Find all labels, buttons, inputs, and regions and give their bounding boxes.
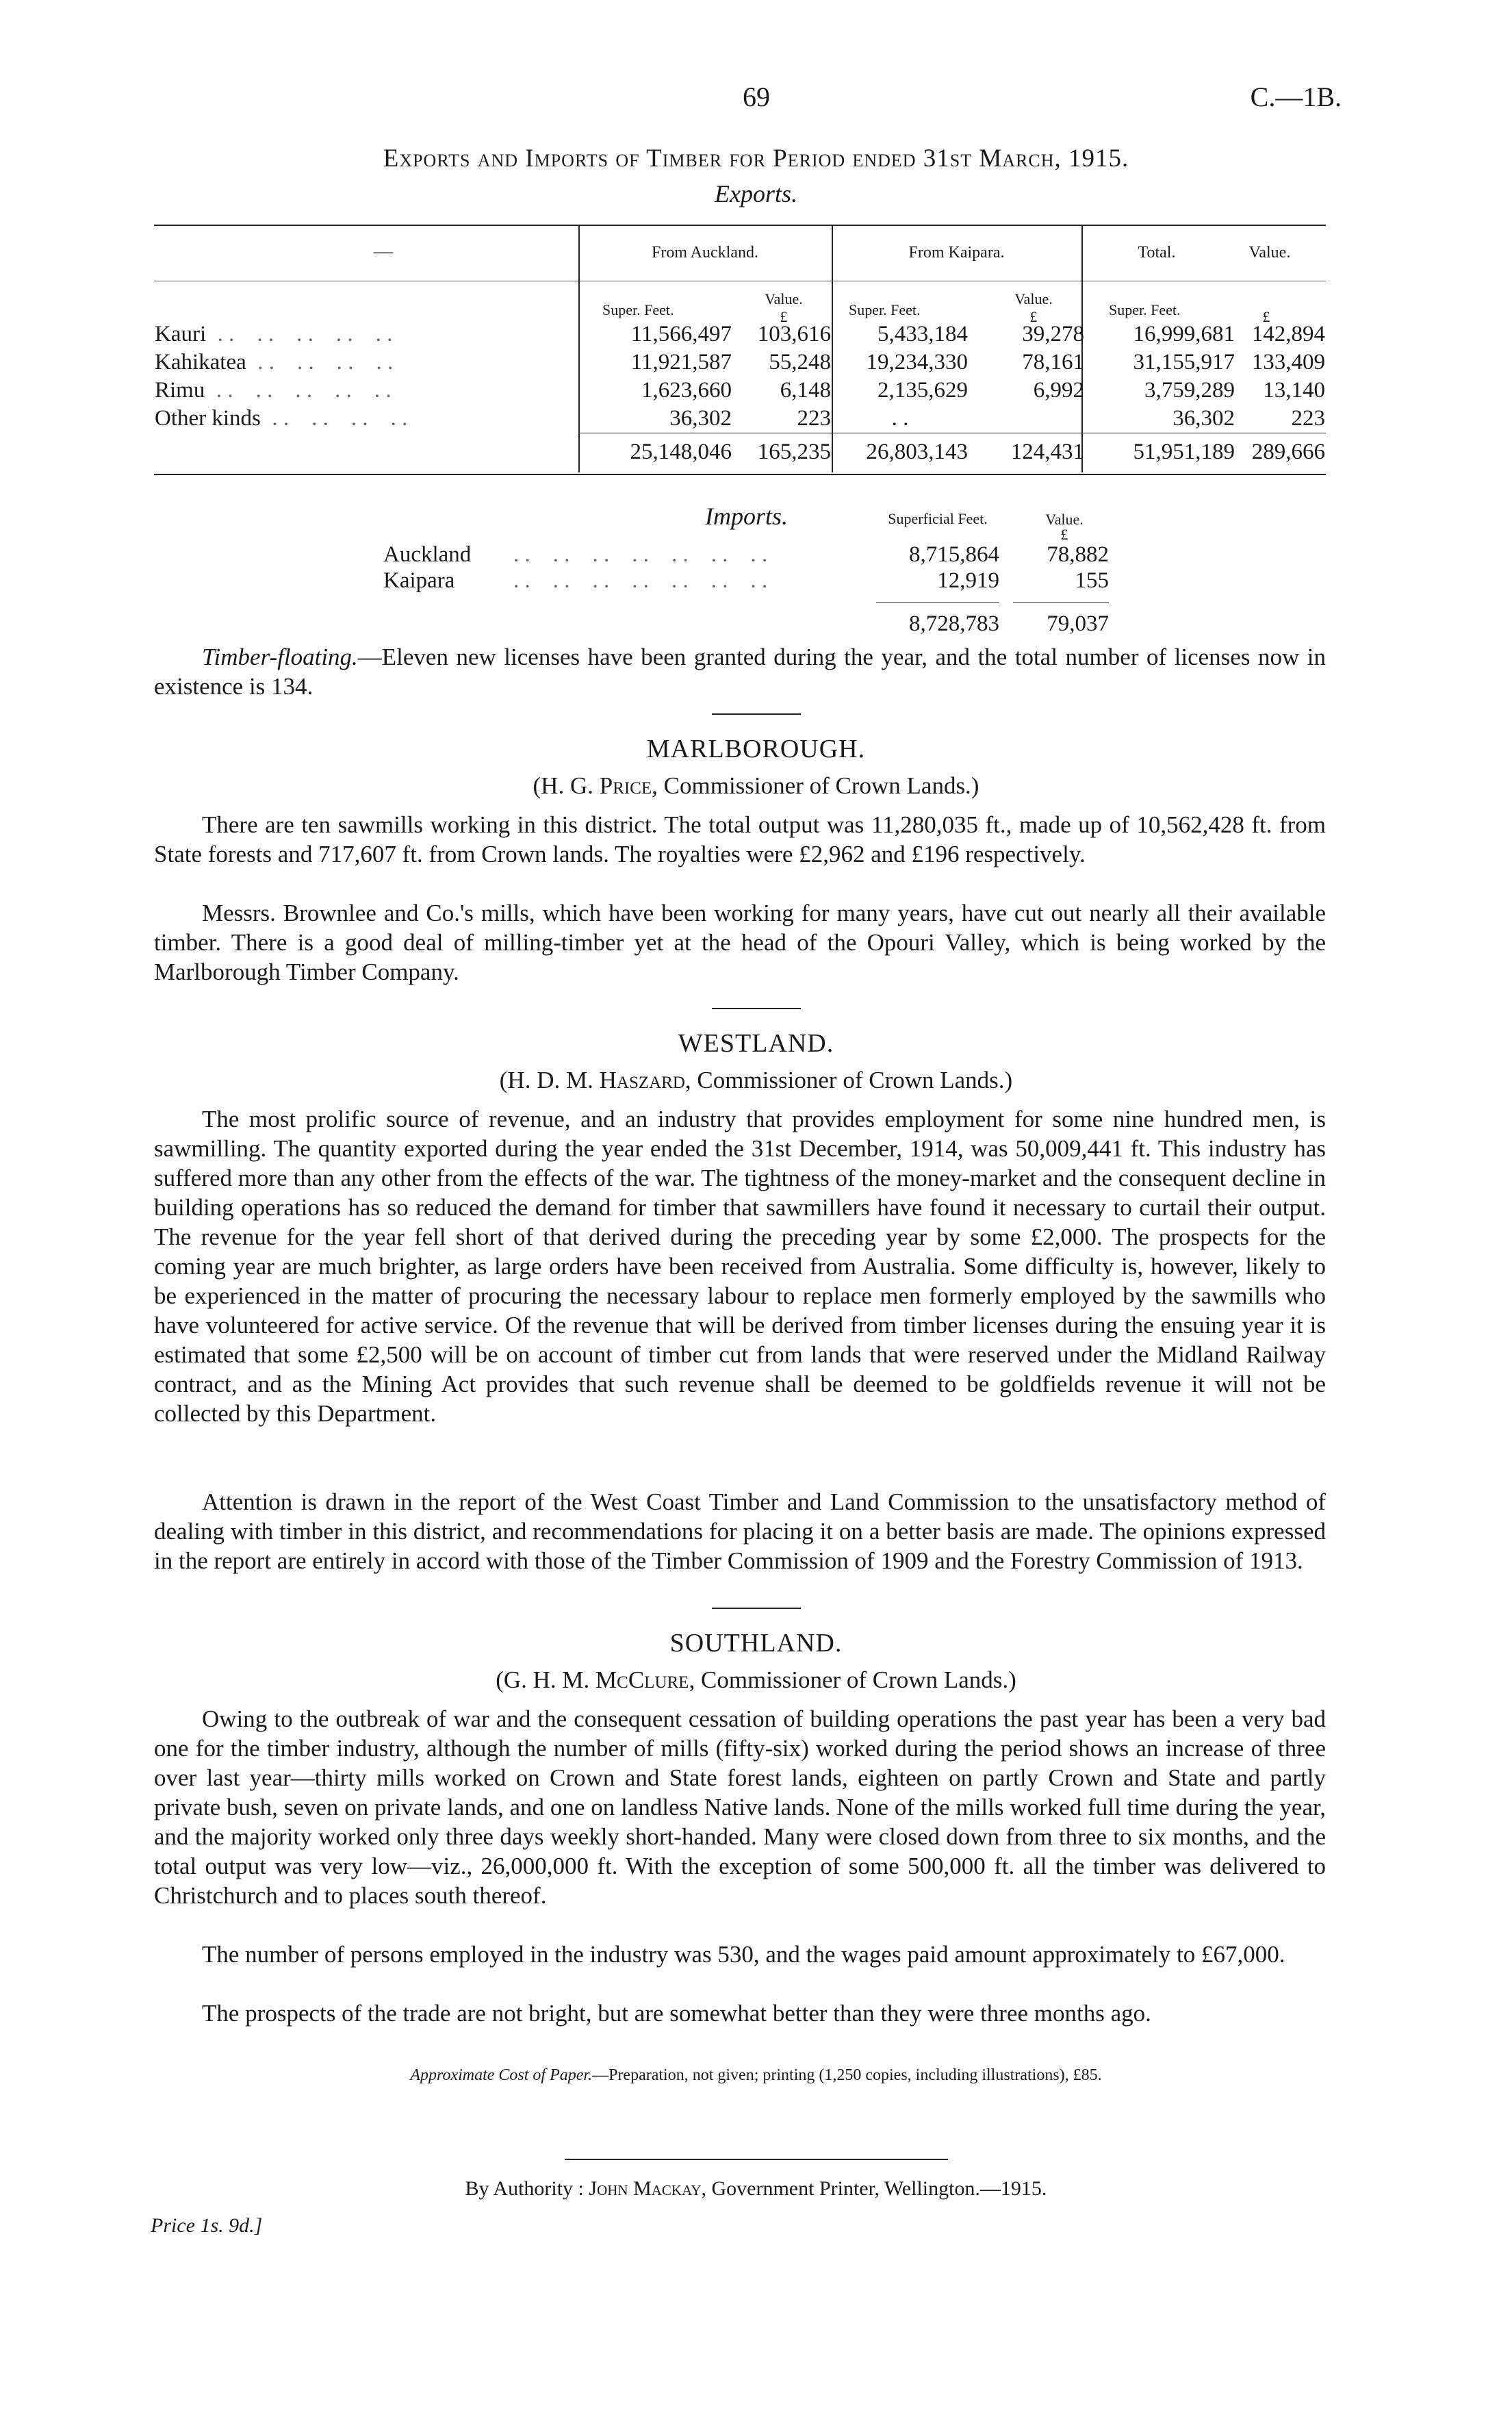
westland-heading: WESTLAND.: [678, 1029, 834, 1058]
table-row: Rimu . . . . . . . . . . 1,623,660 6,148 2,135,629 6,992 3,759,289 13,140: [155, 378, 1325, 403]
column-from-kaipara: From Kaipara.: [908, 244, 1005, 262]
imports-subtitle: Imports.: [705, 503, 789, 530]
exports-rows: [154, 320, 1326, 433]
subcolumn-kai-value: Value. £: [1014, 290, 1053, 325]
price-label: Price 1s. 9d.]: [151, 2214, 263, 2237]
exports-subtitle: Exports.: [715, 180, 797, 207]
table-row: Kauri . . . . . . . . . . 11,566,497 103,616 5,433,184 39,278 16,999,681 142,894: [155, 322, 1325, 346]
marlborough-heading: MARLBOROUGH.: [646, 735, 866, 763]
imports-total-row: 8,728,783 79,037: [909, 611, 1109, 636]
page-title: Exports and Imports of Timber for Period ended 31st March, 1915.: [383, 144, 1129, 173]
table-row: Auckland . . . . . . . . . . . . . . 8,715,864 78,882: [383, 542, 1109, 567]
subcolumn-total-feet: Super. Feet.: [1109, 301, 1181, 318]
southland-heading: SOUTHLAND.: [669, 1629, 843, 1658]
table-row: Other kinds . . . . . . . . 36,302 223 . . 36,302 223: [155, 406, 1325, 431]
column-from-auckland: From Auckland.: [652, 244, 758, 262]
imports-col-feet: Superficial Feet.: [888, 510, 988, 527]
imports-col-value: Value. £: [1045, 511, 1084, 543]
marlborough-paragraph-1: There are ten sawmills working in this district. The total output was 11,280,035 ft., made up of 10,562,428 ft. from State forests and 717,607 ft. from Crown lands. The royalties were £2,962 and £196 respectively.: [154, 811, 1326, 867]
southland-paragraph-1: Owing to the outbreak of war and the consequent cessation of building operations the past year has been a very bad one for the timber industry, although the number of mills (fifty-six) worked during the period shows an increase of three over last year—thirty mills worked on Crown and State forest lands, eighteen on partly Crown and State and partly private bush, seven on private lands, and one on landless Native lands. None of the mills worked full time during the year, and the majority worked only three days weekly short-handed. Many were closed down from three to six months, and the total output was very low—viz., 26,000,000 ft. With the exception of some 500,000 ft. all the timber was delivered to Christchurch and to places south thereof.: [154, 1705, 1326, 1909]
table-row: Kahikatea . . . . . . . . 11,921,587 55,248 19,234,330 78,161 31,155,917 133,409: [155, 350, 1325, 375]
column-blank: —: [374, 241, 393, 262]
authority-line: By Authority : John Mackay, Government Printer, Wellington.—1915.: [465, 2177, 1047, 2200]
southland-paragraph-2: The number of persons employed in the industry was 530, and the wages paid amount approximately to £67,000.: [202, 1941, 1285, 1968]
subcolumn-auck-feet: Super. Feet.: [602, 301, 674, 318]
exports-totals: [154, 438, 1326, 466]
southland-paragraph-3: The prospects of the trade are not bright, but are somewhat better than they were three months ago.: [202, 2000, 1151, 2027]
marlborough-byline: (H. G. Price, Commissioner of Crown Lands.): [533, 772, 979, 799]
subcolumn-kai-feet: Super. Feet.: [849, 301, 921, 318]
page-number: 69: [743, 81, 770, 112]
table-row: 25,148,046 165,235 26,803,143 124,431 51,951,189 289,666: [630, 440, 1325, 464]
westland-paragraph-1: The most prolific source of revenue, and an industry that provides employment for some nine hundred men, is sawmilling. The quantity exported during the year ended the 31st December, 1914, was 50,009,441 ft. This industry has suffered more than any other from the effects of the war. The tightness of the money-market and the consequent decline in building operations has so reduced the demand for timber that sawmillers have found it necessary to curtail their output. The revenue for the year fell short of that derived during the preceding year by some £2,000. The prospects for the coming year are much brighter, as large orders have been received from Australia. Some difficulty is, however, likely to be experienced in the matter of procuring the necessary labour to replace men formerly employed by the sawmills who have volunteered for active service. Of the revenue that will be derived from timber licenses during the ensuing year it is estimated that some £2,500 will be on account of timber cut from lands that were reserved under the Midland Railway contract, and as the Mining Act provides that such revenue shall be deemed to be goldfields revenue it will not be collected by this Department.: [154, 1106, 1326, 1427]
column-total: Total.: [1138, 244, 1176, 262]
paper-cost-note: Approximate Cost of Paper.—Preparation, not given; printing (1,250 copies, including illustrations), £85.: [410, 2066, 1102, 2084]
southland-byline: (G. H. M. McClure, Commissioner of Crown Lands.): [496, 1666, 1016, 1693]
marlborough-paragraph-2: Messrs. Brownlee and Co.'s mills, which have been working for many years, have cut out nearly all their available timber. There is a good deal of milling-timber yet at the head of the Opouri Valley, which is being worked by the Marlborough Timber Company.: [154, 900, 1326, 985]
table-row: Kaipara . . . . . . . . . . . . . . 12,919 155: [383, 568, 1109, 593]
timber-floating-paragraph: Timber-floating.—Eleven new licenses have been granted during the year, and the total number of licenses now in existence is 134.: [154, 644, 1326, 700]
westland-paragraph-2: Attention is drawn in the report of the West Coast Timber and Land Commission to the unsatisfactory method of dealing with timber in this district, and recommendations for placing it on a better basis are made. The opinions expressed in the report are entirely in accord with those of the Timber Commission of 1909 and the Forestry Commission of 1913.: [154, 1488, 1326, 1574]
westland-byline: (H. D. M. Haszard, Commissioner of Crown Lands.): [499, 1067, 1013, 1093]
subcolumn-total-value: £: [1262, 308, 1270, 325]
subcolumn-auck-value: Value. £: [765, 290, 803, 325]
document-code: C.—1B.: [1250, 81, 1342, 112]
column-value: Value.: [1248, 244, 1291, 262]
